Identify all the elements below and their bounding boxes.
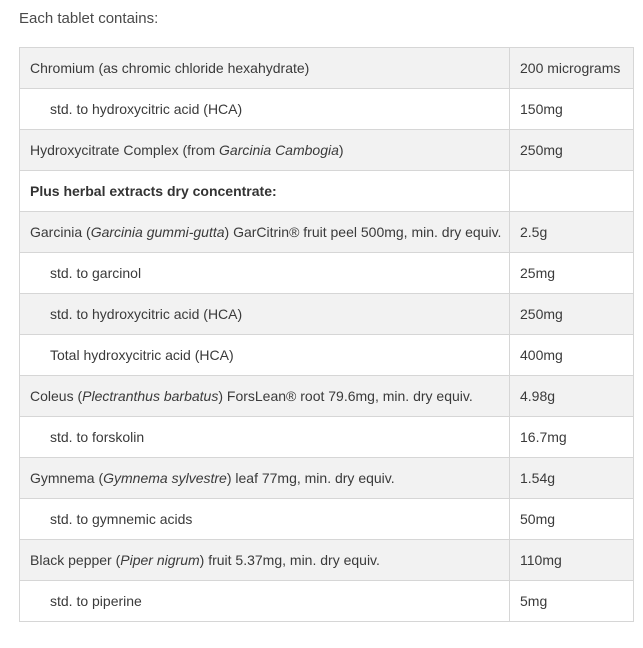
table-row <box>20 294 634 335</box>
ingredient-name-cell <box>20 212 510 253</box>
ingredient-text: Gymnema ( <box>30 469 104 486</box>
ingredient-text: std. to gymnemic acids <box>50 510 193 527</box>
table-row <box>20 417 634 458</box>
table-row <box>20 458 634 499</box>
ingredient-name-cell <box>20 335 510 376</box>
ingredient-amount-cell: 250mg <box>510 294 634 335</box>
ingredient-text: std. to forskolin <box>50 428 145 445</box>
ingredient-name-cell <box>20 48 510 89</box>
ingredient-amount-cell <box>510 171 634 212</box>
ingredient-text: ) <box>338 141 344 158</box>
ingredient-amount-cell: 1.54g <box>510 458 634 499</box>
ingredient-text: ) fruit 5.37mg, min. dry equiv. <box>199 551 380 568</box>
ingredient-amount-cell: 400mg <box>510 335 634 376</box>
ingredient-amount-cell: 25mg <box>510 253 634 294</box>
table-caption: Each tablet contains: <box>19 10 159 27</box>
table-row <box>20 89 634 130</box>
ingredient-text: Plus herbal extracts dry concentrate: <box>30 182 277 199</box>
ingredient-name-cell <box>20 253 510 294</box>
botanical-name: Piper nigrum <box>120 551 200 568</box>
botanical-name: Gymnema sylvestre <box>103 469 227 486</box>
ingredient-name-cell <box>20 294 510 335</box>
ingredient-text: Hydroxycitrate Complex (from <box>30 141 220 158</box>
ingredient-text: ) leaf 77mg, min. dry equiv. <box>226 469 395 486</box>
table-row <box>20 48 634 89</box>
ingredient-text: Coleus ( <box>30 387 83 404</box>
ingredient-name-cell <box>20 171 510 212</box>
ingredient-text: Total hydroxycitric acid (HCA) <box>50 346 234 363</box>
ingredient-text: ) GarCitrin® fruit peel 500mg, min. dry equiv. <box>224 223 502 240</box>
botanical-name: Plectranthus barbatus <box>82 387 219 404</box>
ingredient-amount-cell: 16.7mg <box>510 417 634 458</box>
ingredient-amount-cell: 4.98g <box>510 376 634 417</box>
table-row <box>20 335 634 376</box>
table-row <box>20 253 634 294</box>
ingredients-table-body <box>20 48 634 622</box>
ingredient-amount-cell: 200 micrograms <box>510 48 634 89</box>
table-row <box>20 130 634 171</box>
ingredient-text: std. to piperine <box>50 592 142 609</box>
ingredient-amount-cell: 250mg <box>510 130 634 171</box>
ingredient-name-cell <box>20 130 510 171</box>
ingredient-name-cell <box>20 376 510 417</box>
table-row <box>20 376 634 417</box>
ingredient-name-cell <box>20 458 510 499</box>
ingredient-text: Chromium (as chromic chloride hexahydrate) <box>30 59 310 76</box>
ingredient-name-cell <box>20 499 510 540</box>
ingredient-text: std. to garcinol <box>50 264 142 281</box>
botanical-name: Garcinia Cambogia <box>219 141 339 158</box>
ingredient-name-cell <box>20 540 510 581</box>
ingredient-text: ) ForsLean® root 79.6mg, min. dry equiv. <box>218 387 473 404</box>
ingredients-table <box>19 47 634 622</box>
ingredient-name-cell <box>20 581 510 622</box>
ingredient-amount-cell: 2.5g <box>510 212 634 253</box>
ingredient-name-cell <box>20 417 510 458</box>
ingredient-amount-cell: 110mg <box>510 540 634 581</box>
ingredient-name-cell <box>20 89 510 130</box>
ingredient-text: std. to hydroxycitric acid (HCA) <box>50 100 243 117</box>
ingredient-amount-cell: 50mg <box>510 499 634 540</box>
table-row <box>20 171 634 212</box>
ingredient-amount-cell: 5mg <box>510 581 634 622</box>
ingredient-text: Garcinia ( <box>30 223 91 240</box>
table-row <box>20 581 634 622</box>
table-row <box>20 212 634 253</box>
table-row <box>20 540 634 581</box>
ingredient-text: std. to hydroxycitric acid (HCA) <box>50 305 243 322</box>
table-row <box>20 499 634 540</box>
ingredient-amount-cell: 150mg <box>510 89 634 130</box>
botanical-name: Garcinia gummi-gutta <box>90 223 225 240</box>
ingredient-text: Black pepper ( <box>30 551 121 568</box>
